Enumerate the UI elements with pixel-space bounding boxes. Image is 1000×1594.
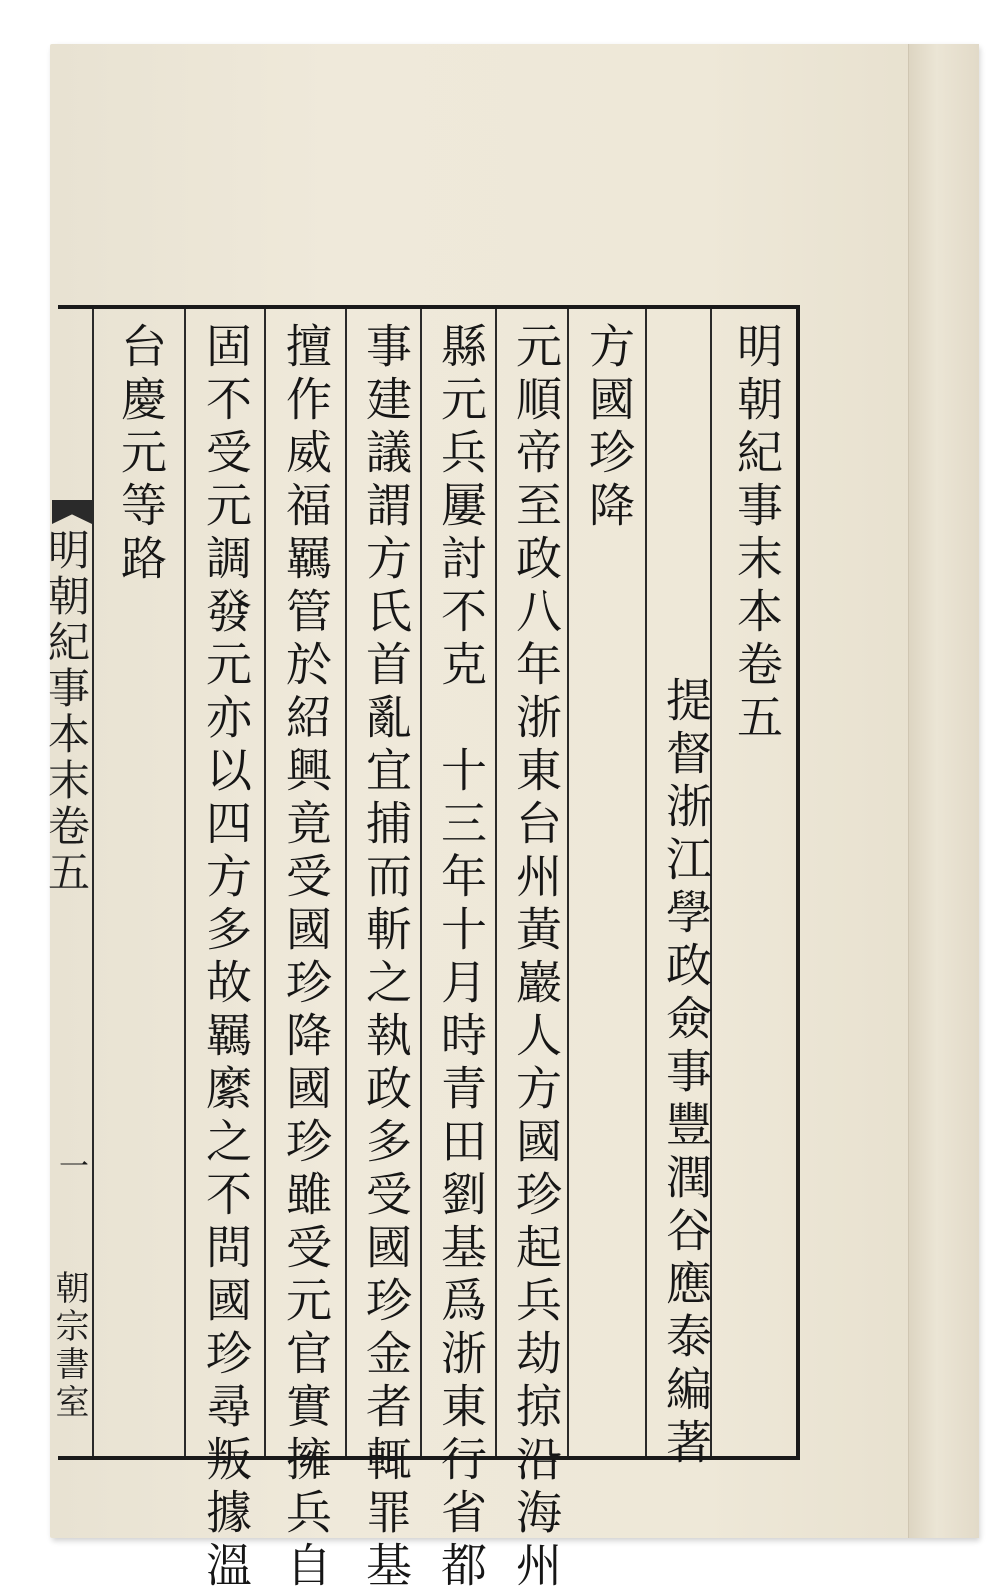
column-rule — [345, 309, 347, 1456]
text-line: 台慶元等路 — [114, 322, 168, 587]
margin-title: 明朝紀事本末卷五 — [42, 528, 91, 896]
text-line: 元順帝至政八年浙東台州黃巖人方國珍起兵劫掠沿海州 — [509, 322, 563, 1594]
column-rule — [264, 309, 266, 1456]
text-line: 事建議謂方氏首亂宜捕而斬之執政多受國珍金者輒罪基 — [359, 322, 413, 1594]
column-rule — [92, 309, 94, 1456]
page-edge — [908, 44, 979, 1538]
margin-page-number: 一 — [53, 1150, 88, 1180]
title-line: 明朝紀事末本卷五 — [730, 322, 784, 746]
chapter-title: 方國珍降 — [582, 322, 636, 534]
column-rule — [184, 309, 186, 1456]
margin-publisher: 朝宗書室 — [49, 1270, 89, 1422]
text-line: 固不受元調發元亦以四方多故羈縻之不問國珍尋叛據溫 — [199, 322, 253, 1594]
author-line: 提督浙江學政僉事豐潤谷應泰編著 — [659, 676, 713, 1471]
column-rule — [567, 309, 569, 1456]
column-rule — [420, 309, 422, 1456]
text-line: 擅作威福羈管於紹興竟受國珍降國珍雖受元官實擁兵自 — [279, 322, 333, 1594]
column-rule — [645, 309, 647, 1456]
column-rule — [495, 309, 497, 1456]
text-line: 縣元兵屢討不克 十三年十月時青田劉基爲浙東行省都 — [434, 322, 488, 1594]
